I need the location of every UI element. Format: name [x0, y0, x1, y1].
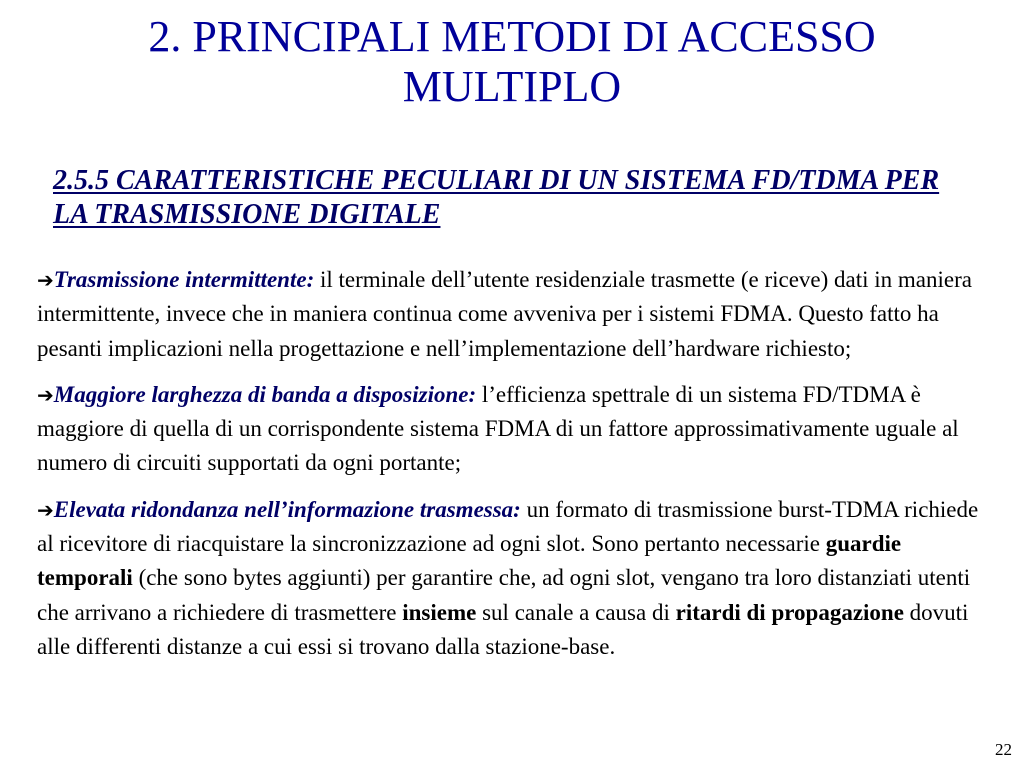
bullet-text: l’efficienza spettrale di un sistema FD/TDMA è maggiore di quella di un corrispondente sistema FDMA di un fattore approssimativamente uguale al numero di circuiti supportati da ogni portante; — [37, 381, 959, 476]
arrow-right-icon: ➔ — [37, 382, 54, 407]
bullet-item — [37, 493, 992, 664]
bullet-term: Trasmissione intermittente: — [53, 267, 315, 292]
bold-term: ritardi di propagazione — [675, 599, 904, 625]
bullet-text: (che sono bytes aggiunti) per garantire che, ad ogni slot, vengano tra loro distanziati utenti che arrivano a richiedere di trasmettere — [37, 565, 971, 625]
bullet-item — [37, 263, 992, 366]
arrow-right-icon: ➔ — [37, 268, 54, 292]
section-heading — [53, 164, 953, 232]
bullet-item — [37, 378, 992, 481]
bullet-text: sul canale a causa di — [476, 599, 676, 625]
arrow-right-icon: ➔ — [37, 497, 54, 522]
bullet-term: Maggiore larghezza di banda a disposizione: — [53, 381, 477, 407]
bullet-list — [37, 263, 992, 676]
section-heading-text: 2.5.5 CARATTERISTICHE PECULIARI DI UN SISTEMA FD/TDMA PER LA TRASMISSIONE DIGITALE — [53, 165, 940, 230]
bullet-text: dovuti alle differenti distanze a cui essi si trovano dalla stazione-base. — [37, 599, 969, 659]
bullet-text: il terminale dell’utente residenziale trasmette (e riceve) dati in maniera intermittente, invece che in maniera continua come avveniva per i sistemi FDMA. Questo fatto ha pesanti implicazioni nella progettazione e nell’implementazione dell’hardware richiesto; — [37, 267, 972, 361]
bold-term: insieme — [402, 599, 477, 625]
bold-term: guardie temporali — [37, 531, 902, 591]
bullet-text: un formato di trasmissione burst-TDMA richiede al ricevitore di riacquistare la sincronizzazione ad ogni slot. Sono pertanto necessarie — [37, 496, 979, 557]
page-number: 22 — [995, 740, 1012, 759]
slide-title: 2. PRINCIPALI METODI DI ACCESSO MULTIPLO — [148, 12, 876, 111]
bullet-term: Elevata ridondanza nell’informazione trasmessa: — [53, 496, 521, 522]
